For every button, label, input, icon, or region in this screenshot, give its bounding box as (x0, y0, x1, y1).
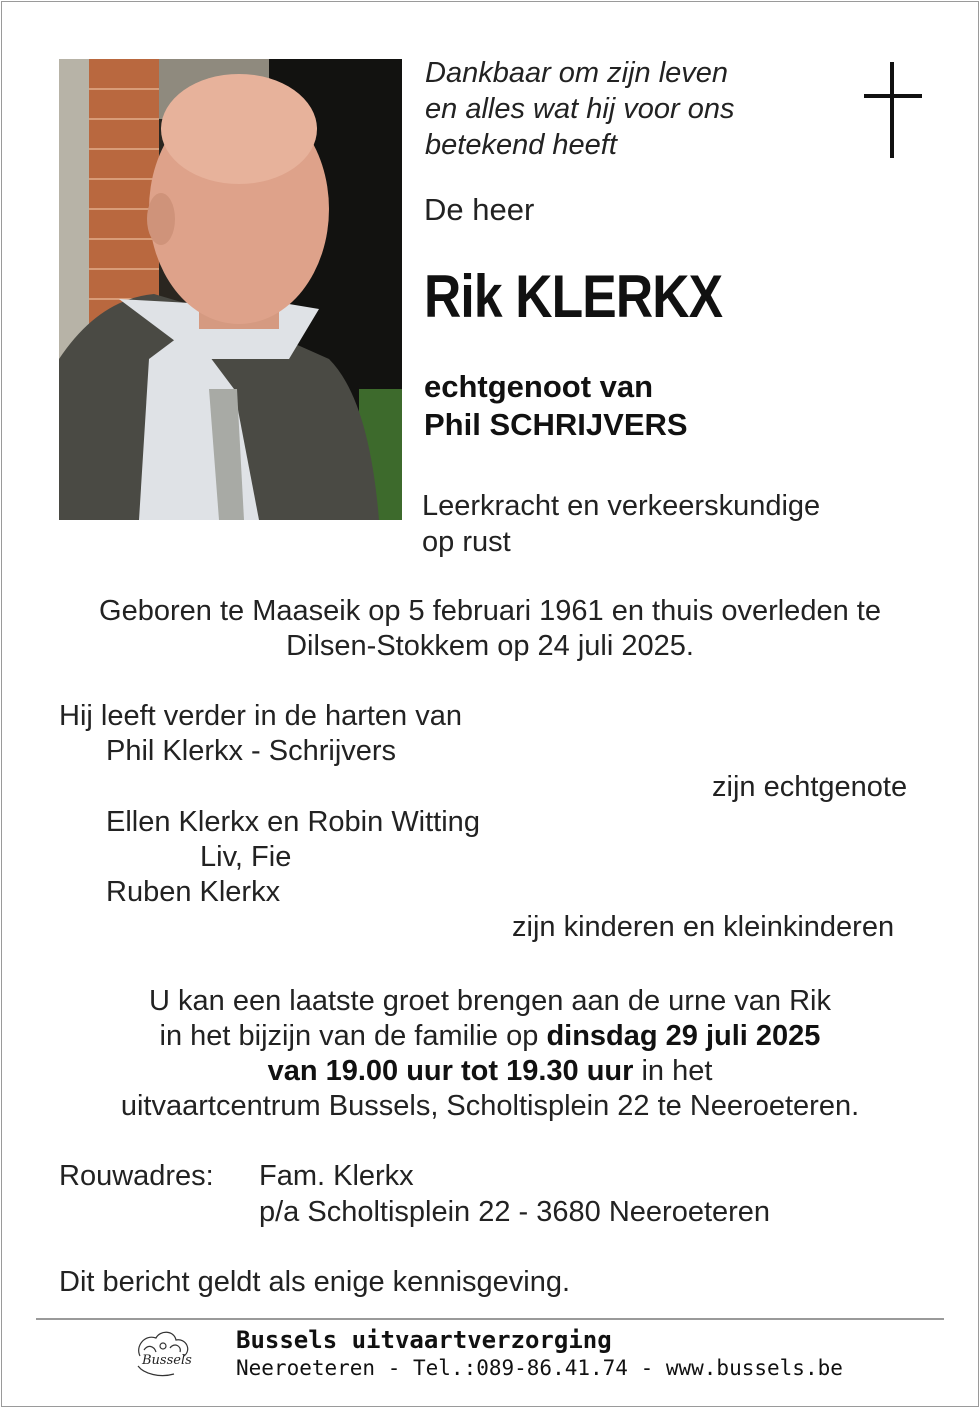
quote-line: Dankbaar om zijn leven (425, 57, 729, 89)
farewell-text: in het (633, 1055, 713, 1087)
salutation: De heer (424, 192, 535, 227)
portrait-photo (59, 59, 402, 520)
family-spouse-relation: zijn echtgenote (712, 771, 908, 803)
farewell-date: dinsdag 29 juli 2025 (546, 1020, 821, 1052)
farewell-text: in het bijzijn van de familie op (159, 1020, 547, 1052)
notice-text: Dit bericht geldt als enige kennisgeving. (59, 1266, 571, 1298)
funeral-company-name: Bussels uitvaartverzorging (236, 1326, 612, 1354)
logo-text: Bussels (142, 1353, 192, 1368)
quote-line: betekend heeft (425, 129, 617, 161)
farewell-info (0, 984, 980, 1124)
quote-line: en alles wat hij voor ons (425, 93, 735, 125)
family-intro: Hij leeft verder in de harten van (59, 700, 462, 732)
spouse-info (424, 368, 688, 444)
spouse-line: echtgenoot van (424, 369, 654, 404)
birth-death-info (0, 594, 980, 664)
farewell-line (0, 1019, 980, 1054)
memorial-quote (425, 55, 735, 163)
occupation-line: Leerkracht en verkeerskundige (422, 490, 821, 522)
footer-divider (36, 1318, 944, 1320)
occupation-line: op rust (422, 526, 511, 558)
farewell-time: van 19.00 uur tot 19.30 uur (267, 1055, 634, 1087)
address-line-1: Fam. Klerkx (259, 1160, 414, 1192)
birth-death-line: Dilsen-Stokkem op 24 juli 2025. (286, 630, 694, 662)
occupation (422, 488, 820, 560)
bussels-logo-icon (130, 1326, 196, 1382)
address-label: Rouwadres: (59, 1160, 214, 1192)
family-grandchildren: Liv, Fie (200, 841, 292, 873)
family-children-relation: zijn kinderen en kleinkinderen (512, 911, 895, 943)
birth-death-line: Geboren te Maaseik op 5 februari 1961 en thuis overleden te (99, 595, 881, 627)
cross-icon (864, 62, 922, 158)
family-child-1: Ellen Klerkx en Robin Witting (106, 806, 480, 838)
funeral-company-contact: Neeroeteren - Tel.:089-86.41.74 - www.bussels.be (236, 1356, 843, 1380)
farewell-line (0, 1054, 980, 1089)
deceased-name: Rik KLERKX (424, 263, 723, 330)
spouse-line: Phil SCHRIJVERS (424, 407, 688, 442)
family-spouse-name: Phil Klerkx - Schrijvers (106, 735, 397, 767)
address-line-2: p/a Scholtisplein 22 - 3680 Neeroeteren (259, 1196, 771, 1228)
farewell-line: U kan een laatste groet brengen aan de urne van Rik (149, 985, 831, 1017)
family-child-2: Ruben Klerkx (106, 876, 281, 908)
farewell-line: uitvaartcentrum Bussels, Scholtisplein 22 te Neeroeteren. (120, 1090, 860, 1122)
